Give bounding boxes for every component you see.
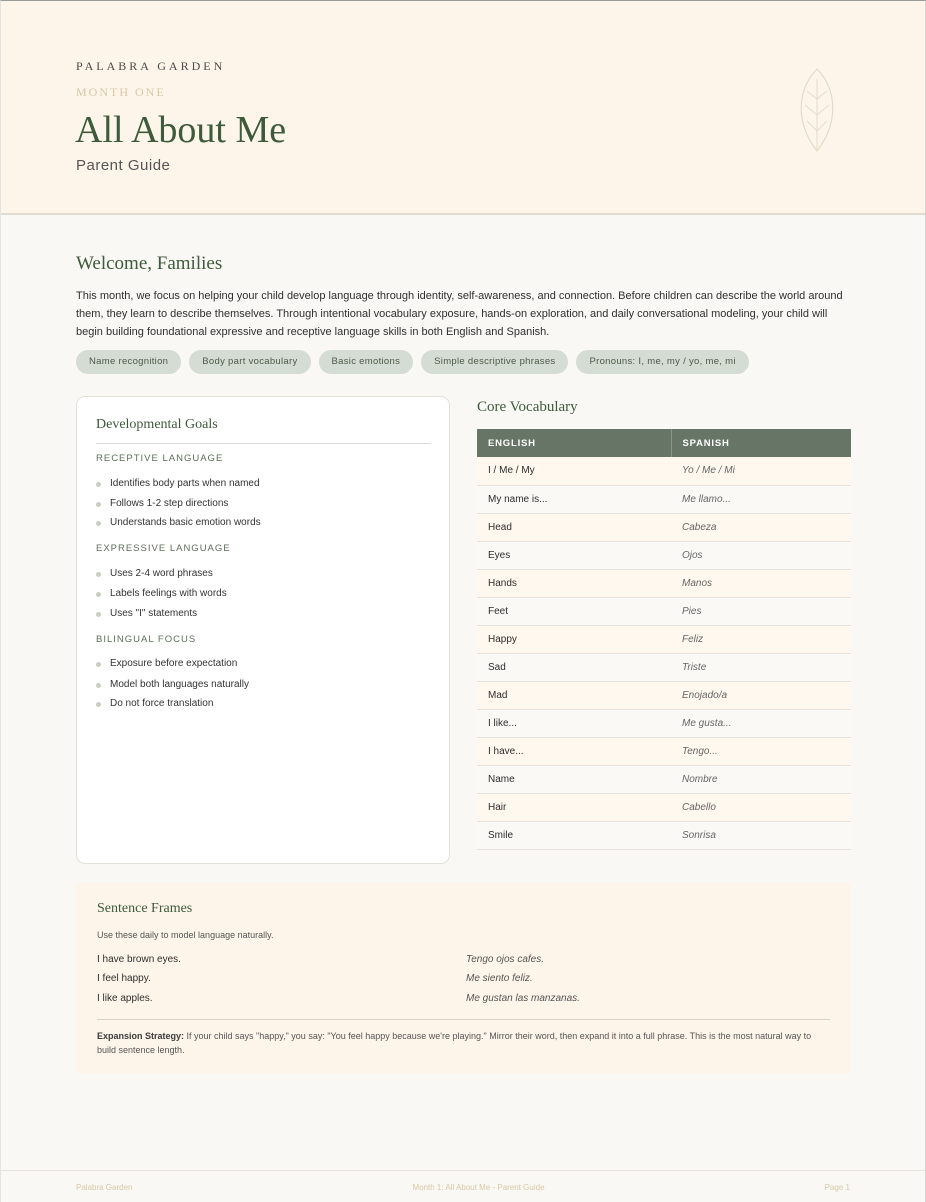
spanish-word: Enojado/a <box>671 681 851 709</box>
spanish-word: Tengo... <box>671 737 851 765</box>
footer-brand: Palabra Garden <box>76 1183 133 1192</box>
frame-spanish: Me gustan las manzanas. <box>466 993 580 1004</box>
frame-spanish: Tengo ojos cafes. <box>466 954 545 965</box>
spanish-word: Sonrisa <box>671 821 851 849</box>
spanish-word: Cabeza <box>671 513 851 541</box>
goal-item: Follows 1-2 step directions <box>110 498 229 509</box>
english-word: Head <box>477 513 671 541</box>
table-row <box>477 457 851 485</box>
footer-title: Month 1: All About Me - Parent Guide <box>412 1183 545 1192</box>
goal-section-title: BILINGUAL FOCUS <box>96 634 197 645</box>
leaf-icon <box>793 65 841 155</box>
column-header-english: ENGLISH <box>477 429 671 457</box>
spanish-word: Ojos <box>671 541 851 569</box>
vocab-heading: Core Vocabulary <box>477 399 578 415</box>
month-label: MONTH ONE <box>76 85 166 99</box>
english-word: Smile <box>477 821 671 849</box>
focus-tag: Simple descriptive phrases <box>421 350 568 374</box>
spanish-word: Me gusta... <box>671 709 851 737</box>
goal-item: Identifies body parts when named <box>110 478 260 489</box>
welcome-heading: Welcome, Families <box>76 253 223 274</box>
spanish-word: Triste <box>671 653 851 681</box>
english-word: I like... <box>477 709 671 737</box>
english-word: Hands <box>477 569 671 597</box>
strategy-label: Expansion Strategy: <box>97 1031 185 1041</box>
table-row <box>477 569 851 597</box>
table-row <box>477 541 851 569</box>
table-row <box>477 597 851 625</box>
spanish-word: Cabello <box>671 793 851 821</box>
english-word: Eyes <box>477 541 671 569</box>
table-row <box>477 681 851 709</box>
strategy-text: If your child says "happy," you say: "You feel happy because we're playing." Mirror their word, then expand it into a full phrase. This is the most natural way to build sentence length. <box>97 1031 812 1055</box>
goal-item: Uses 2-4 word phrases <box>110 568 213 579</box>
goal-section-title: RECEPTIVE LANGUAGE <box>96 453 224 464</box>
frame-spanish: Me siento feliz. <box>466 973 533 984</box>
sentence-frames-box <box>76 883 851 1073</box>
table-row <box>477 709 851 737</box>
brand-name: PALABRA GARDEN <box>76 59 226 73</box>
divider <box>97 1019 830 1020</box>
goal-item: Exposure before expectation <box>110 658 238 669</box>
welcome-text: This month, we focus on helping your child develop language through identity, self-awareness, and connection. Before children can describe the world around them, they learn to describe themselves. Through intentional vocabulary exposure, hands-on exploration, and daily conversational modeling, your child will begin building foundational expressive and receptive language skills in both English and Spanish. <box>76 290 843 338</box>
column-header-spanish: SPANISH <box>671 429 851 457</box>
frame-english: I like apples. <box>97 993 153 1004</box>
goal-item: Uses "I" statements <box>110 608 198 619</box>
table-row <box>477 821 851 849</box>
page-subtitle: Parent Guide <box>76 157 171 174</box>
goals-heading: Developmental Goals <box>96 417 431 444</box>
spanish-word: Yo / Me / Mi <box>671 457 851 485</box>
expansion-strategy <box>97 1029 830 1057</box>
focus-tags <box>76 350 749 374</box>
english-word: Feet <box>477 597 671 625</box>
table-row <box>477 765 851 793</box>
developmental-goals-card <box>76 396 450 864</box>
table-header-row <box>477 429 851 457</box>
spanish-word: Me llamo... <box>671 485 851 513</box>
table-row <box>477 625 851 653</box>
english-word: Happy <box>477 625 671 653</box>
english-word: Mad <box>477 681 671 709</box>
english-word: Sad <box>477 653 671 681</box>
page-footer <box>1 1170 925 1202</box>
spanish-word: Nombre <box>671 765 851 793</box>
focus-tag: Pronouns: I, me, my / yo, me, mi <box>576 350 748 374</box>
frame-english: I have brown eyes. <box>97 954 181 965</box>
english-word: My name is... <box>477 485 671 513</box>
table-row <box>477 485 851 513</box>
frame-english: I feel happy. <box>97 973 151 984</box>
spanish-word: Pies <box>671 597 851 625</box>
table-row <box>477 653 851 681</box>
focus-tag: Body part vocabulary <box>189 350 310 374</box>
goal-item: Labels feelings with words <box>110 588 227 599</box>
english-word: I / Me / My <box>477 457 671 485</box>
goal-section-title: EXPRESSIVE LANGUAGE <box>96 543 231 554</box>
english-word: Name <box>477 765 671 793</box>
vocab-table <box>477 429 851 850</box>
table-row <box>477 737 851 765</box>
page-number: Page 1 <box>824 1183 850 1192</box>
english-word: Hair <box>477 793 671 821</box>
goal-item: Understands basic emotion words <box>110 517 261 528</box>
frames-subtitle: Use these daily to model language naturally. <box>97 930 274 940</box>
frames-heading: Sentence Frames <box>97 901 193 916</box>
spanish-word: Feliz <box>671 625 851 653</box>
page-header <box>1 1 925 215</box>
spanish-word: Manos <box>671 569 851 597</box>
focus-tag: Name recognition <box>76 350 181 374</box>
table-row <box>477 513 851 541</box>
goal-item: Do not force translation <box>110 698 214 709</box>
page-title: All About Me <box>75 109 287 151</box>
goal-item: Model both languages naturally <box>110 679 249 690</box>
focus-tag: Basic emotions <box>319 350 414 374</box>
english-word: I have... <box>477 737 671 765</box>
table-row <box>477 793 851 821</box>
